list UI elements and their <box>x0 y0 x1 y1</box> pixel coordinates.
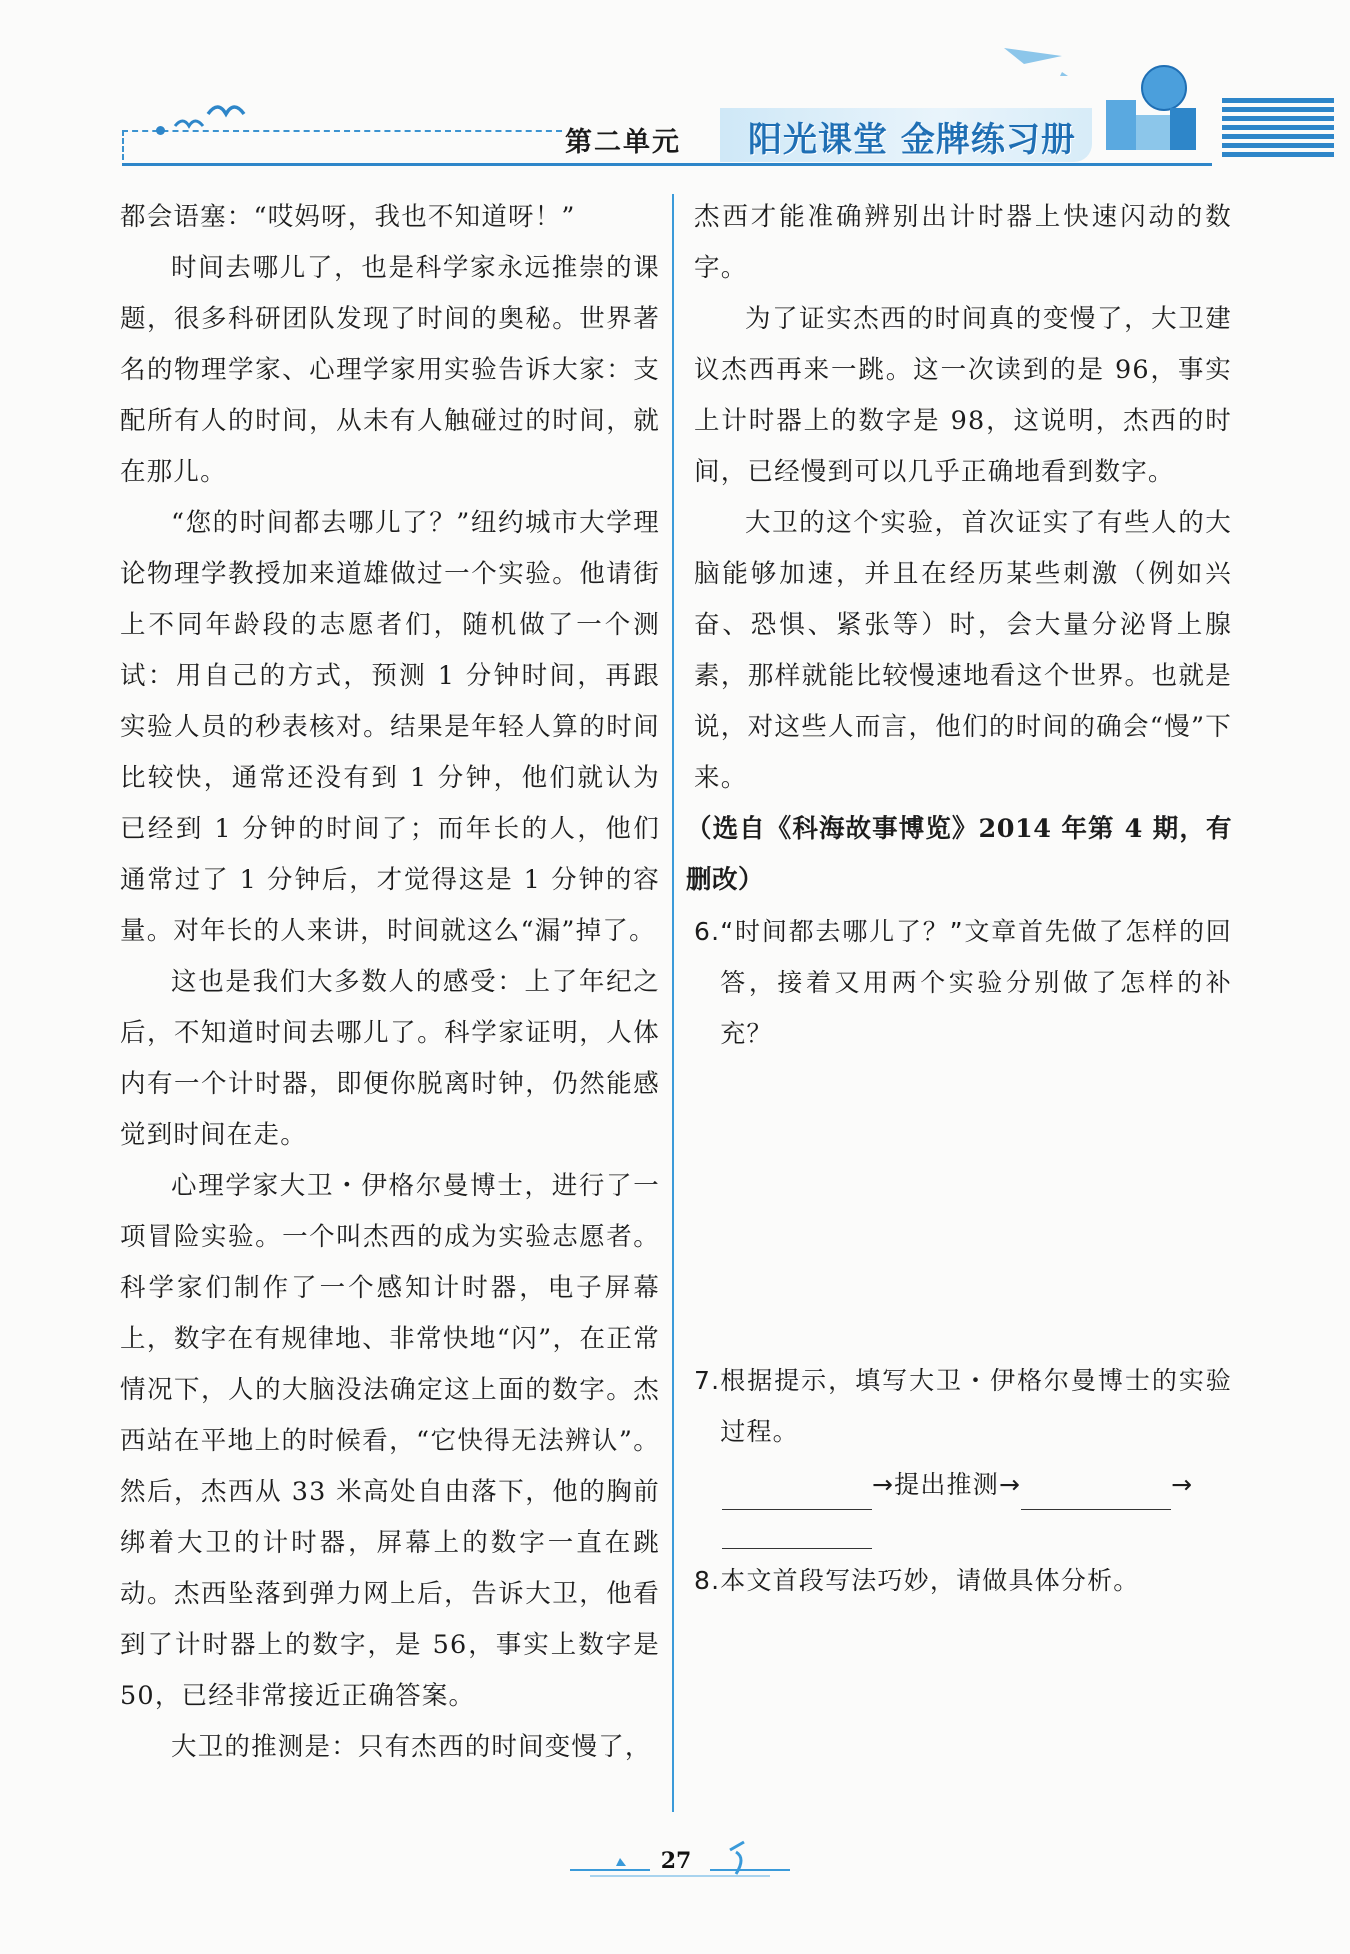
paper-plane-icon <box>1002 42 1072 82</box>
blank-field-3[interactable] <box>722 1512 872 1549</box>
fill-in-row-2 <box>694 1512 1232 1549</box>
fill-middle-label: 提出推测 <box>894 1470 999 1499</box>
answer-space-6[interactable] <box>694 1059 1232 1355</box>
paragraph: 都会语塞：“哎妈呀，我也不知道呀！” <box>120 202 576 232</box>
paragraph: 时间去哪儿了，也是科学家永远推崇的课题，很多科研团队发现了时间的奥秘。世界著名的物理学家、心理学家用实验告诉大家：支配所有人的时间，从未有人触碰过的时间，就在那儿。 <box>120 253 660 487</box>
paragraph: 大卫的这个实验，首次证实了有些人的大脑能够加速，并且在经历某些刺激（例如兴奋、恐惧、紧张等）时，会大量分泌肾上腺素，那样就能比较慢速地看这个世界。也就是说，对这些人而言，他们的时间的确会“慢”下来。 <box>694 508 1232 793</box>
fill-in-row <box>694 1459 1232 1510</box>
header-stripes <box>1222 98 1334 166</box>
paragraph: 这也是我们大多数人的感受：上了年纪之后，不知道时间去哪儿了。科学家证明，人体内有一个计时器，即便你脱离时钟，仍然能感觉到时间在走。 <box>120 967 660 1150</box>
header-dot <box>156 126 165 135</box>
paragraph: 为了证实杰西的时间真的变慢了，大卫建议杰西再来一跳。这一次读到的是 96，事实上计时器上的数字是 98，这说明，杰西的时间，已经慢到可以几乎正确地看到数字。 <box>694 304 1232 487</box>
unit-title: 第二单元 <box>565 127 681 158</box>
question-text: 本文首段写法巧妙，请做具体分析。 <box>720 1566 1140 1595</box>
question-text: “时间都去哪儿了？”文章首先做了怎样的回答，接着又用两个实验分别做了怎样的补充？ <box>720 917 1232 1048</box>
question-8 <box>694 1555 1232 1606</box>
arrow: → <box>1171 1470 1194 1499</box>
blank-field-1[interactable] <box>722 1473 872 1510</box>
paragraph: 杰西才能准确辨别出计时器上快速闪动的数字。 <box>694 202 1232 283</box>
question-text: 根据提示，填写大卫・伊格尔曼博士的实验过程。 <box>720 1366 1232 1446</box>
question-number: 7. <box>694 1366 721 1395</box>
answer-space-8[interactable] <box>694 1606 1232 1806</box>
arrow: → <box>998 1470 1022 1499</box>
question-number: 6. <box>694 917 721 946</box>
header-rule <box>122 163 1212 166</box>
globe-icon <box>1096 60 1206 160</box>
blank-field-2[interactable] <box>1021 1473 1171 1510</box>
page-header <box>0 0 1350 180</box>
paragraph: 心理学家大卫・伊格尔曼博士，进行了一项冒险实验。一个叫杰西的成为实验志愿者。科学家们制作了一个感知计时器，电子屏幕上，数字在有规律地、非常快地“闪”，在正常情况下，人的大脑没法确定这上面的数字。杰西站在平地上的时候看，“它快得无法辨认”。然后，杰西从 33 米高处自由落下，他的胸前绑着大卫的计时器，屏幕上的数字一直在跳动。杰西坠落到弹力网上后，告诉大卫，他看到了计时器上的数字，是 56，事实上数字是 50，已经非常接近正确答案。 <box>120 1171 660 1711</box>
question-number: 8. <box>694 1566 721 1595</box>
right-column <box>686 192 1232 1806</box>
left-column <box>120 192 660 1773</box>
paragraph: “您的时间都去哪儿了？”纽约城市大学理论物理学教授加来道雄做过一个实验。他请街上不同年龄段的志愿者们，随机做了一个测试：用自己的方式，预测 1 分钟时间，再跟实验人员的秒表核对。结果是年轻人算的时间比较快，通常还没有到 1 分钟，他们就认为已经到 1 分钟的时间了；而年长的人，他们通常过了 1 分钟后，才觉得这是 1 分钟的容量。对年长的人来讲，时间就这么“漏”掉了。 <box>120 508 660 946</box>
question-6 <box>694 906 1232 1059</box>
birds-icon <box>170 98 250 138</box>
source-citation: （选自《科海故事博览》2014 年第 4 期，有删改） <box>686 814 1232 895</box>
column-divider <box>672 194 674 1812</box>
banner-title: 阳光课堂 金牌练习册 <box>748 120 1076 160</box>
page-number: 27 <box>660 1848 692 1874</box>
paragraph: 大卫的推测是：只有杰西的时间变慢了， <box>171 1732 652 1762</box>
question-7 <box>694 1355 1232 1457</box>
arrow: → <box>872 1470 895 1499</box>
